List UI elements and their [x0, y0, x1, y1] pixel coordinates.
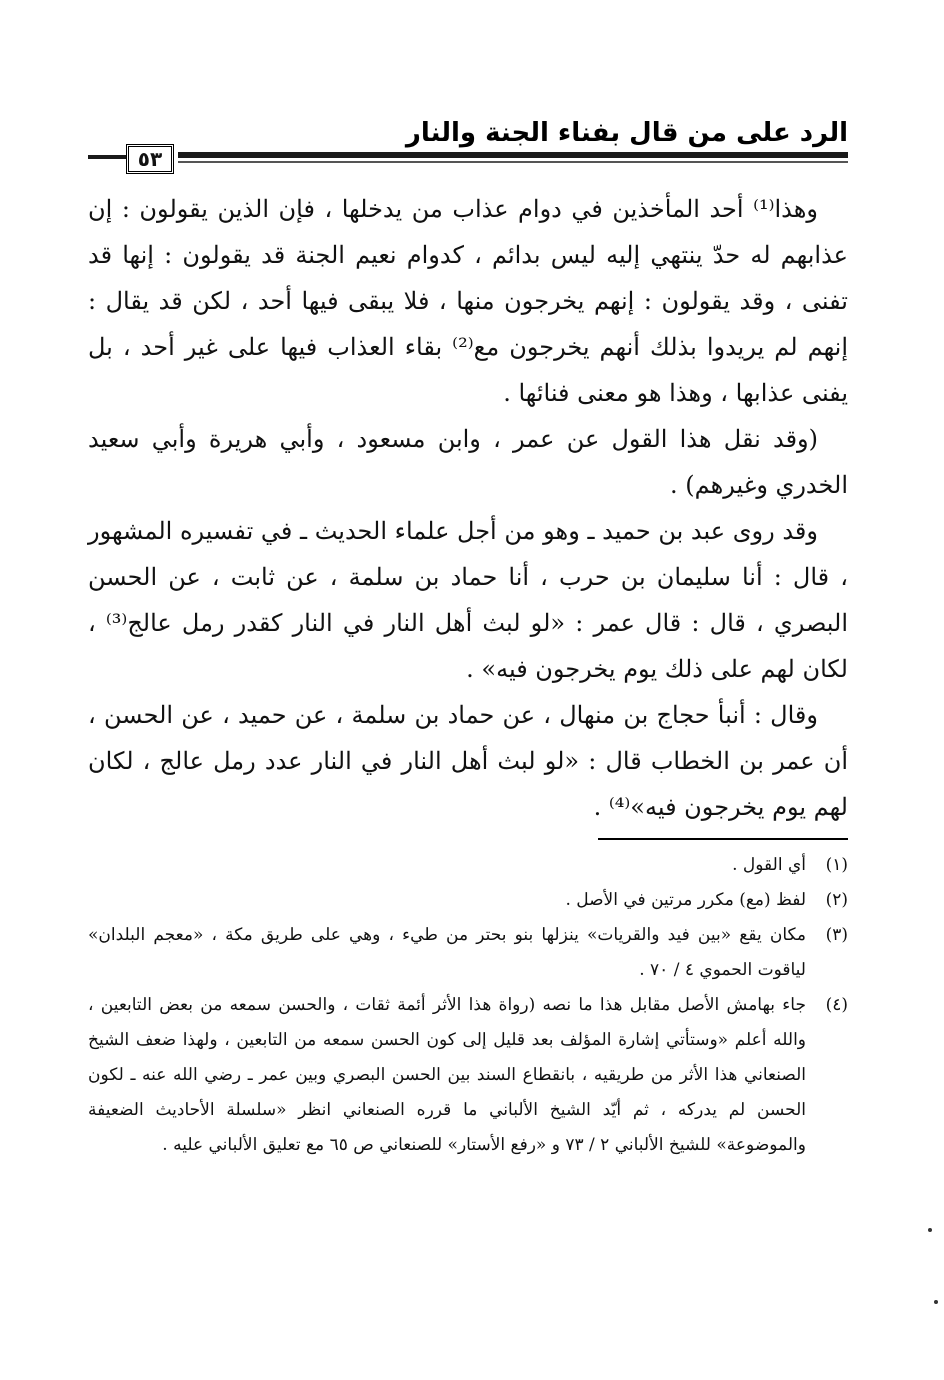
scan-speck [928, 1228, 932, 1232]
running-header-title: الرد على من قال بفناء الجنة والنار [405, 118, 848, 148]
footnote-text: جاء بهامش الأصل مقابل هذا ما نصه (رواة هذا الأثر أئمة ثقات ، والحسن سمعه من بعض التابعين ، والله أعلم «وستأتي إشارة المؤلف بعد قليل إلى كون الحسن سمعه من التابعين ، ولهذا ضعف الشيخ الصنعاني هذا الأثر من طريقيه ، بانقطاع السند بين الحسن البصري وبين عمر ـ رضي الله عنه ـ لكون الحسن لم يدركه ، ثم أيّد الشيخ الألباني ما قرره الصنعاني انظر «سلسلة الأحاديث الضعيفة والموضوعة» للشيخ الألباني ٢ / ٧٣ و «رفع الأستار» للصنعاني ص ٦٥ مع تعليق الألباني عليه . [88, 995, 806, 1155]
footnotes [88, 848, 848, 1163]
paragraph-4: وقال : أنبأ حجاج بن منهال ، عن حماد بن سلمة ، عن حميد ، عن الحسن ، أن عمر بن الخطاب قال : «لو لبث أهل النار في النار عدد رمل عالج ، لكان لهم يوم يخرجون فيه»⁽⁴⁾ . [88, 701, 848, 821]
header-rule [88, 152, 848, 166]
page-number-box: ٥٣ [126, 144, 174, 174]
footnote-text: لفظ (مع) مكرر مرتين في الأصل . [565, 890, 806, 910]
footnote-3 [88, 918, 848, 988]
main-text [88, 186, 848, 830]
scan-speck [934, 1300, 938, 1304]
paragraph-3: وقد روى عبد بن حميد ـ وهو من أجل علماء الحديث ـ في تفسيره المشهور ، قال : أنا سليمان بن حرب ، أنا حماد بن سلمة ، عن ثابت ، عن الحسن البصري ، قال : قال عمر : «لو لبث أهل النار في النار كقدر رمل عالج⁽³⁾ ، لكان لهم على ذلك يوم يخرجون فيه» . [88, 517, 849, 683]
header-rule-left-segment [88, 155, 126, 159]
footnote-2 [88, 883, 848, 918]
header-rule-thin [178, 161, 848, 163]
footnote-text: أي القول . [732, 855, 806, 875]
footnote-number: (٢) [825, 890, 848, 910]
footnote-number: (١) [825, 855, 848, 875]
paragraph-2: (وقد نقل هذا القول عن عمر ، وابن مسعود ، وأبي هريرة وأبي سعيد الخدري وغيرهم) . [88, 425, 848, 499]
footnote-number: (٤) [825, 995, 848, 1015]
footnote-text: مكان يقع «بين فيد والقريات» ينزلها بنو بحتر من طيء ، وهي على طريق مكة ، «معجم البلدان» لياقوت الحموي ٤ / ٧٠ . [88, 925, 806, 980]
footnote-number: (٣) [825, 925, 848, 945]
footnote-separator [598, 838, 848, 840]
header-rule-thick [178, 152, 848, 158]
footnote-4 [88, 988, 848, 1163]
paragraph-1: وهذا⁽¹⁾ أحد المأخذين في دوام عذاب من يدخلها ، فإن الذين يقولون : إن عذابهم له حدّ ينتهي إليه ليس بدائم ، كدوام نعيم الجنة قد يقولون : إنها قد تفنى ، وقد يقولون : إنهم يخرجون منها ، فلا يبقى فيها أحد ، لكن قد يقال : إنهم لم يريدوا بذلك أنهم يخرجون مع⁽²⁾ بقاء العذاب فيها على غير أحد ، بل يفنى عذابها ، وهذا هو معنى فنائها . [88, 195, 849, 407]
footnote-1 [88, 848, 848, 883]
